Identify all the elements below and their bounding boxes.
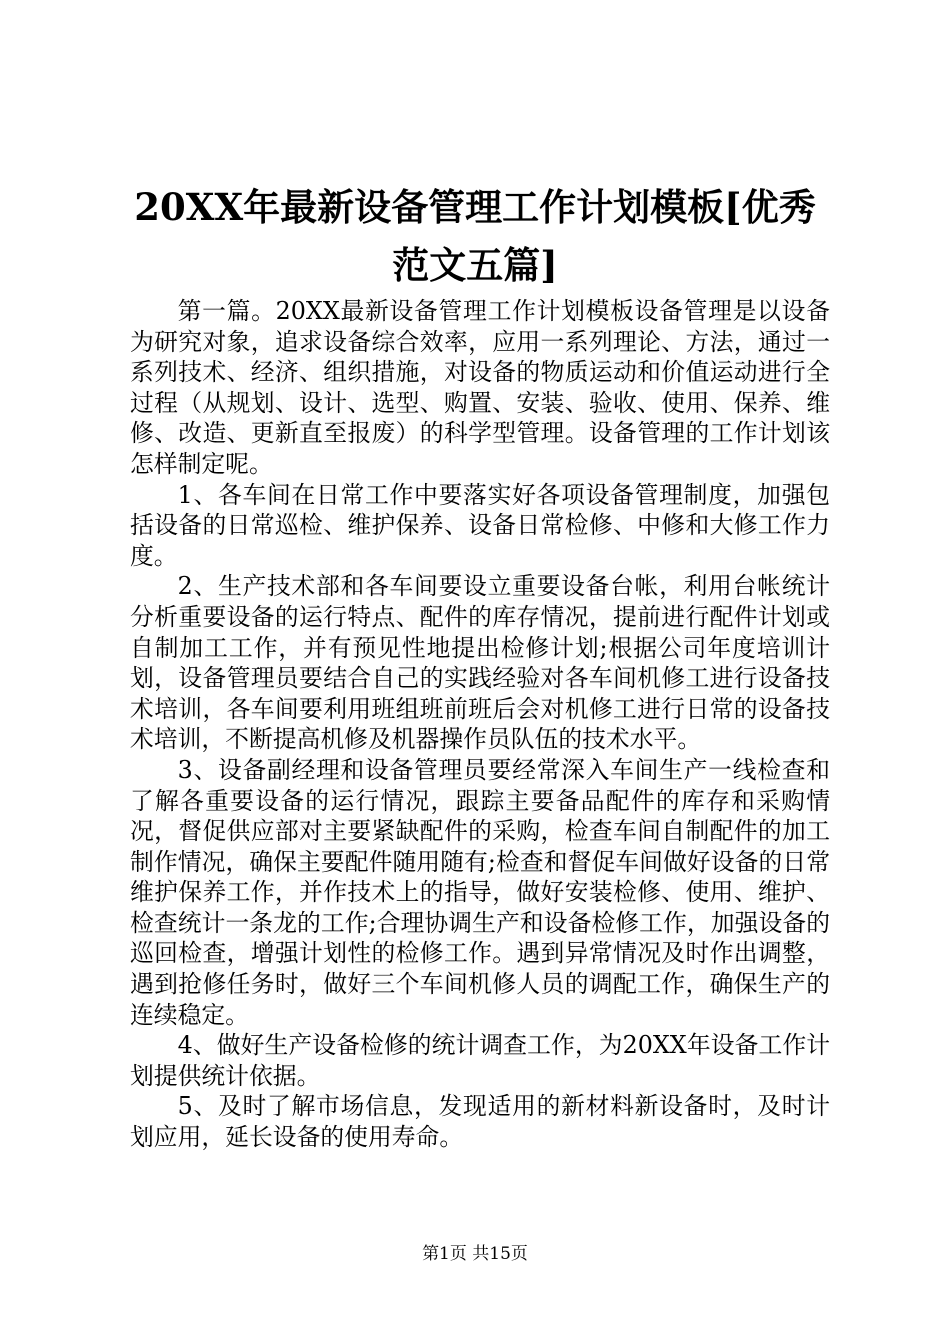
paragraph-item-2: 2、生产技术部和各车间要设立重要设备台帐，利用台帐统计分析重要设备的运行特点、配件的库存情况，提前进行配件计划或自制加工工作，并有预见性地提出检修计划;根据公司年度培训计划，设备管理员要结合自己的实践经验对各车间机修工进行设备技术培训，各车间要利用班组班前班后会对机修工进行日常的设备技术培训，不断提高机修及机器操作员队伍的技术水平。: [130, 572, 830, 754]
page-number-footer: 第1页 共15页: [422, 1244, 528, 1264]
paragraph-item-4: 4、做好生产设备检修的统计调查工作，为20XX年设备工作计划提供统计依据。: [130, 1031, 830, 1090]
paragraph-intro: 第一篇。20XX最新设备管理工作计划模板设备管理是以设备为研究对象，追求设备综合效率，应用一系列理论、方法，通过一系列技术、经济、组织措施，对设备的物质运动和价值运动进行全过程（从规划、设计、选型、购置、安装、验收、使用、保养、维修、改造、更新直至报废）的科学型管理。设备管理的工作计划该怎样制定呢。: [130, 297, 830, 478]
document-title: 20XX年最新设备管理工作计划模板[优秀范文五篇]: [134, 185, 816, 287]
paragraph-item-1: 1、各车间在日常工作中要落实好各项设备管理制度，加强包括设备的日常巡检、维护保养、设备日常检修、中修和大修工作力度。: [130, 480, 830, 570]
document-body: [130, 296, 830, 1153]
paragraph-item-5: 5、及时了解市场信息，发现适用的新材料新设备时，及时计划应用，延长设备的使用寿命。: [130, 1092, 830, 1152]
paragraph-item-3: 3、设备副经理和设备管理员要经常深入车间生产一线检查和了解各重要设备的运行情况，跟踪主要备品配件的库存和采购情况，督促供应部对主要紧缺配件的采购，检查车间自制配件的加工制作情况，确保主要配件随用随有;检查和督促车间做好设备的日常维护保养工作，并作技术上的指导，做好安装检修、使用、维护、检查统计一条龙的工作;合理协调生产和设备检修工作，加强设备的巡回检查，增强计划性的检修工作。遇到异常情况及时作出调整，遇到抢修任务时，做好三个车间机修人员的调配工作，确保生产的连续稳定。: [130, 755, 830, 1029]
